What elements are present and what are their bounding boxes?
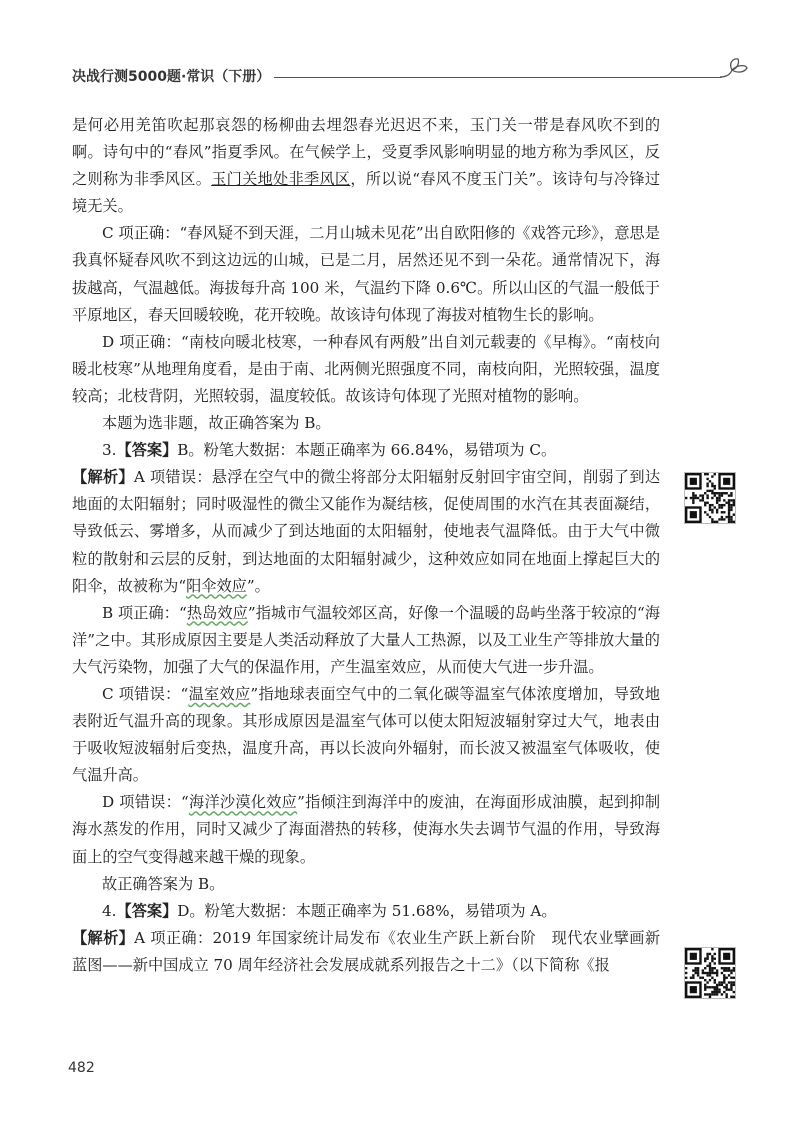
answer-text: D。粉笔大数据：本题正确率为 51.68%，易错项为 A。	[177, 901, 557, 920]
underlined-text: 玉门关地处非季风区	[211, 170, 351, 189]
text-run: A 项错误：悬浮在空气中的微尘将部分太阳辐射反射回宇宙空间，削弱了到达地面的太阳辐射；同时吸湿性的微尘又能作为凝结核，促使周围的水汽在其表面凝结，导致低云、雾增多，从而减少了到达地面的太阳辐射，使地表气温降低。由于大气中微粒的散射和云层的反射，到达地面的太阳辐射减少，这种效应如同在地面上撑起巨大的阳伞，故被称为“	[72, 468, 661, 595]
text-run: ，所以说“春风不度玉门关”。该诗句与冷锋过境无关。	[72, 170, 661, 216]
key-term: 海洋沙漠化效应	[188, 793, 298, 812]
sprout-icon	[716, 56, 752, 86]
q3-conclusion: 故正确答案为 B。	[102, 874, 225, 893]
q4-analysis-a	[72, 925, 660, 979]
answer-text: B。粉笔大数据：本题正确率为 66.84%，易错项为 C。	[177, 441, 557, 460]
paragraph-option-c: C 项正确：“春风疑不到天涯，二月山城未见花”出自欧阳修的《戏答元珍》，意思是我真怀疑春风吹不到这边远的山城，已是二月，居然还见不到一朵花。通常情况下，海拔越高，气温越低。海拔每升高 100 米，气温约下降 0.6℃。所以山区的气温一般低于平原地区，春天回暖较晚，花开较晚。故该诗句体现了海拔对植物生长的影响。	[72, 224, 660, 324]
q3-analysis-b	[72, 600, 660, 681]
page-content	[72, 112, 660, 979]
q3-analysis-c	[72, 681, 660, 789]
header-rule	[274, 77, 722, 78]
text-run: ”指倾注到海洋中的废油，在海面形成油膜，起到抑制海水蒸发的作用，同时又减少了海面潜热的转移，使海水失去调节气温的作用，导致海面上的空气变得越来越干燥的现象。	[72, 793, 661, 866]
qr-code-icon[interactable]	[684, 947, 736, 999]
text-run: D 项错误：“	[102, 793, 189, 812]
key-term: 热岛效应	[186, 603, 248, 622]
key-term: 阳伞效应	[186, 576, 247, 595]
q3-analysis-a	[72, 464, 660, 599]
analysis-label: 【解析】	[72, 468, 134, 487]
key-term: 温室效应	[188, 684, 251, 703]
book-title: 决战行测5000题·常识（下册）	[72, 69, 271, 85]
text-run: ”指城市气温较郊区高，好像一个温暖的岛屿坐落于较凉的“海洋”之中。其形成原因主要是人类活动释放了大量人工热源，以及工业生产等排放大量的大气污染物，加强了大气的保温作用，产生温室效应，从而使大气进一步升温。	[72, 603, 661, 676]
analysis-label: 【解析】	[72, 928, 135, 947]
q3-analysis-d	[72, 789, 660, 870]
question-number: 3.	[102, 441, 117, 460]
page-number: 482	[68, 1060, 95, 1076]
paragraph-conclusion-q2: 本题为选非题，故正确答案为 B。	[102, 414, 331, 433]
text-run: ”。	[246, 576, 270, 595]
text-run: B 项正确：“	[102, 603, 187, 622]
question-number: 4.	[102, 901, 117, 920]
paragraph-poem-a	[72, 112, 660, 220]
text-run: C 项错误：“	[102, 684, 189, 703]
answer-label: 【答案】	[116, 441, 178, 460]
answer-label: 【答案】	[116, 901, 178, 920]
text-run: A 项正确：2019 年国家统计局发布《农业生产跃上新台阶 现代农业擘画新蓝图——新中国成立 70 周年经济社会发展成就系列报告之十二》（以下简称《报	[72, 928, 661, 974]
text-run: ”指地球表面空气中的二氧化碳等温室气体浓度增加，导致地表附近气温升高的现象。其形成原因是温室气体可以使太阳短波辐射穿过大气，地表由于吸收短波辐射后变热，温度升高，再以长波向外辐射，而长波又被温室气体吸收，使气温升高。	[72, 684, 661, 785]
q3-answer	[72, 437, 660, 464]
qr-code-icon[interactable]	[684, 472, 736, 524]
paragraph-option-d: D 项正确：“南枝向暖北枝寒，一种春风有两般”出自刘元载妻的《早梅》。“南枝向暖北枝寒”从地理角度看，是由于南、北两侧光照强度不同，南枝向阳，光照较强，温度较高；北枝背阴，光照较弱，温度较低。故该诗句体现了光照对植物的影响。	[72, 332, 660, 405]
text-run: 是何必用羌笛吹起那哀怨的杨柳曲去埋怨春光迟迟不来，玉门关一带是春风吹不到的啊。诗句中的“春风”指夏季风。在气候学上，受夏季风影响明显的地方称为季风区，反之则称为非季风区。	[72, 116, 660, 189]
q4-answer	[72, 898, 660, 925]
page-header	[72, 64, 752, 88]
